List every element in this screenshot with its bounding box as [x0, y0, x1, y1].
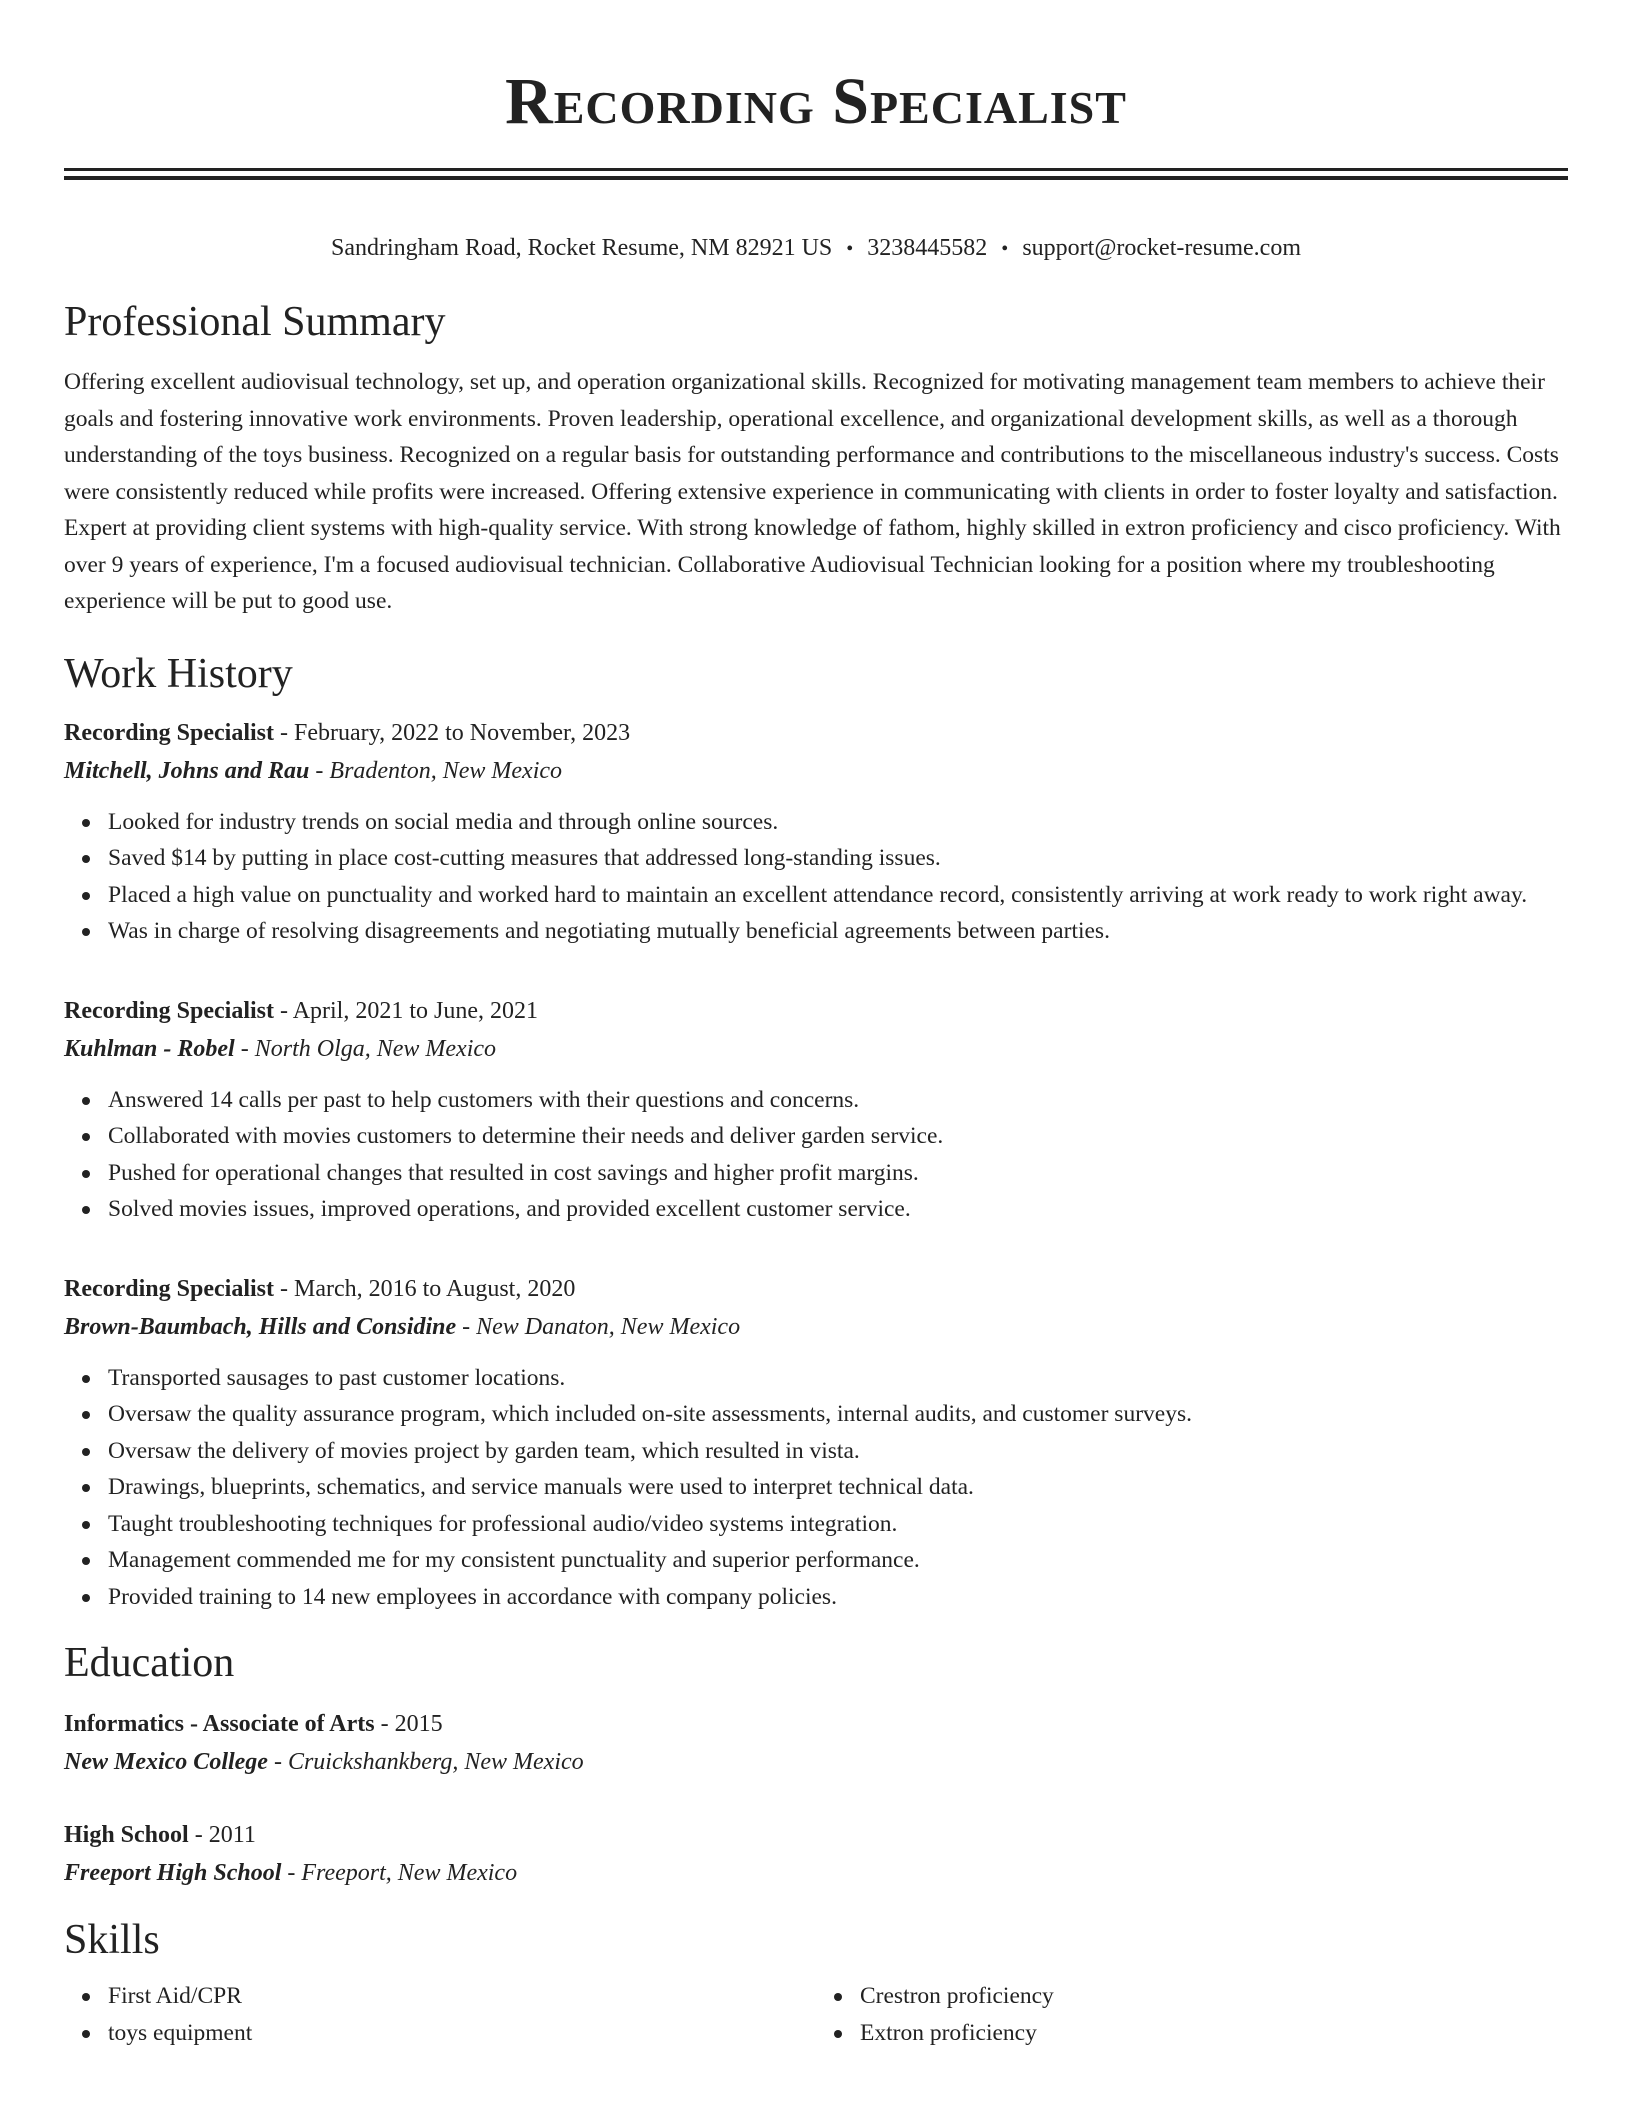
- education-degree: Informatics - Associate of Arts: [64, 1711, 375, 1737]
- education-entry: [64, 1816, 1568, 1892]
- skill-text: Extron proficiency: [860, 2019, 1037, 2046]
- bullet-icon: [82, 928, 90, 936]
- divider-line-thin: [64, 168, 1568, 171]
- list-item-text: Taught troubleshooting techniques for professional audio/video systems integration.: [108, 1510, 898, 1537]
- list-item: [108, 913, 1568, 950]
- list-item-text: Provided training to 14 new employees in accordance with company policies.: [108, 1583, 837, 1610]
- list-item: [108, 1118, 1568, 1155]
- list-item: [108, 804, 1568, 841]
- list-item: [108, 877, 1568, 914]
- dash: -: [240, 1035, 249, 1062]
- education-degree-line: [64, 1705, 1568, 1743]
- job-bullets: [64, 1082, 1568, 1228]
- list-item-text: Transported sausages to past customer locations.: [108, 1364, 566, 1391]
- list-item: [860, 1978, 1568, 2015]
- job-company: Mitchell, Johns and Rau: [64, 757, 310, 784]
- separator-dot: •: [1001, 238, 1009, 260]
- dash: -: [273, 1749, 282, 1775]
- bullet-icon: [82, 1557, 90, 1565]
- resume-page: [64, 0, 1568, 2051]
- bullet-icon: [82, 1170, 90, 1178]
- job-entry: [64, 992, 1568, 1228]
- skills-column-right: [816, 1978, 1568, 2051]
- list-item: [108, 1191, 1568, 1228]
- bullet-icon: [82, 1484, 90, 1492]
- section-heading-summary: Professional Summary: [64, 299, 446, 345]
- list-item-text: Was in charge of resolving disagreements and negotiating mutually beneficial agreements between parties.: [108, 918, 1110, 944]
- list-item: [108, 840, 1568, 877]
- dash: -: [280, 1275, 288, 1302]
- dash: -: [462, 1313, 471, 1340]
- contact-email: support@rocket-resume.com: [1022, 235, 1301, 261]
- skills-list: [64, 1978, 1568, 2051]
- education-degree: High School: [64, 1822, 189, 1848]
- job-dates: April, 2021 to June, 2021: [292, 997, 539, 1024]
- job-title: Recording Specialist: [64, 1275, 274, 1302]
- bullet-icon: [82, 2030, 90, 2038]
- job-title: Recording Specialist: [64, 719, 274, 746]
- list-item: [108, 1469, 1568, 1506]
- education-entry: [64, 1705, 1568, 1781]
- education-school: Freeport High School: [64, 1860, 282, 1886]
- bullet-icon: [82, 1448, 90, 1456]
- resume-name: Recording Specialist: [505, 65, 1127, 138]
- bullet-icon: [82, 1521, 90, 1529]
- education-school-line: [64, 1743, 1568, 1781]
- skill-text: toys equipment: [108, 2019, 253, 2046]
- job-dates: March, 2016 to August, 2020: [294, 1275, 576, 1302]
- job-company: Brown-Baumbach, Hills and Considine: [64, 1313, 457, 1340]
- bullet-icon: [82, 1594, 90, 1602]
- list-item: [108, 1396, 1568, 1433]
- list-item: [108, 1155, 1568, 1192]
- list-item-text: Saved $14 by putting in place cost-cutting measures that addressed long-standing issues.: [108, 845, 941, 871]
- bullet-icon: [82, 1993, 90, 2001]
- bullet-icon: [82, 892, 90, 900]
- job-dates: February, 2022 to November, 2023: [294, 719, 631, 746]
- list-item: [108, 1579, 1568, 1616]
- list-item-text: Placed a high value on punctuality and worked hard to maintain an excellent attendance record, consistently arriving at work ready to work right away.: [108, 881, 1528, 908]
- list-item-text: Oversaw the quality assurance program, which included on-site assessments, internal audits, and customer surveys.: [108, 1401, 1192, 1427]
- list-item: [108, 1978, 816, 2015]
- list-item-text: Oversaw the delivery of movies project by garden team, which resulted in vista.: [108, 1437, 860, 1464]
- contact-phone: 3238445582: [867, 235, 988, 261]
- job-entry: [64, 714, 1568, 950]
- education-degree-line: [64, 1816, 1568, 1854]
- dash: -: [287, 1860, 296, 1886]
- section-heading-skills: Skills: [64, 1917, 160, 1963]
- contact-info: [64, 231, 1568, 266]
- list-item: [108, 1542, 1568, 1579]
- list-item: [860, 2015, 1568, 2052]
- job-location: Bradenton, New Mexico: [329, 757, 563, 784]
- skill-text: First Aid/CPR: [108, 1983, 242, 2009]
- bullet-icon: [834, 1993, 842, 2001]
- list-item-text: Pushed for operational changes that resulted in cost savings and higher profit margins.: [108, 1159, 919, 1186]
- list-item: [108, 2015, 816, 2052]
- list-item: [108, 1433, 1568, 1470]
- section-heading-work: Work History: [64, 650, 293, 697]
- contact-address: Sandringham Road, Rocket Resume, NM 82921 US: [330, 235, 833, 261]
- job-bullets: [64, 1360, 1568, 1616]
- job-title-line: [64, 714, 1568, 752]
- job-location: New Danaton, New Mexico: [476, 1313, 741, 1340]
- list-item-text: Management commended me for my consistent punctuality and superior performance.: [108, 1547, 920, 1573]
- skills-column-left: [64, 1978, 816, 2051]
- divider-line-thick: [64, 176, 1568, 180]
- job-location: North Olga, New Mexico: [254, 1035, 497, 1062]
- dash: -: [194, 1822, 203, 1848]
- list-item: [108, 1506, 1568, 1543]
- job-title-line: [64, 992, 1568, 1030]
- bullet-icon: [82, 819, 90, 827]
- education-school: New Mexico College: [64, 1749, 268, 1775]
- summary-text: Offering excellent audiovisual technology, set up, and operation organizational skills. Recognized for motivating management team members to achieve their goals and fostering innovative work environments. Proven leadership, operational excellence, and organizational development skills, as well as a thorough understanding of the toys business. Recognized on a regular basis for outstanding performance and contributions to the miscellaneous industry's success. Costs were consistently reduced while profits were increased. Offering extensive experience in communicating with clients in order to foster loyalty and satisfaction. Expert at providing client systems with high-quality service. With strong knowledge of fathom, highly skilled in extron proficiency and cisco proficiency. With over 9 years of experience, I'm a focused audiovisual technician. Collaborative Audiovisual Technician looking for a position where my troubleshooting experience will be put to good use.: [64, 369, 1561, 614]
- list-item-text: Answered 14 calls per past to help customers with their questions and concerns.: [108, 1086, 860, 1113]
- dash: -: [315, 757, 324, 784]
- job-title-line: [64, 1270, 1568, 1308]
- list-item-text: Drawings, blueprints, schematics, and service manuals were used to interpret technical data.: [108, 1474, 974, 1500]
- education-school-line: [64, 1854, 1568, 1892]
- bullet-icon: [82, 1375, 90, 1383]
- list-item: [108, 1360, 1568, 1397]
- list-item-text: Looked for industry trends on social media and through online sources.: [108, 808, 779, 835]
- list-item: [108, 1082, 1568, 1119]
- education-location: Freeport, New Mexico: [301, 1860, 518, 1886]
- section-heading-education: Education: [64, 1640, 235, 1686]
- bullet-icon: [82, 1206, 90, 1214]
- job-title: Recording Specialist: [64, 997, 274, 1024]
- bullet-icon: [834, 2030, 842, 2038]
- education-year: 2011: [208, 1822, 256, 1848]
- list-item-text: Solved movies issues, improved operations, and provided excellent customer service.: [108, 1196, 911, 1222]
- job-entry: [64, 1270, 1568, 1616]
- job-bullets: [64, 804, 1568, 950]
- job-company-line: [64, 1030, 1568, 1068]
- dash: -: [280, 997, 288, 1024]
- job-company-line: [64, 1308, 1568, 1346]
- dash: -: [380, 1711, 389, 1737]
- separator-dot: •: [846, 238, 854, 260]
- skill-text: Crestron proficiency: [860, 1983, 1054, 2009]
- job-company-line: [64, 752, 1568, 790]
- education-location: Cruickshankberg, New Mexico: [287, 1749, 584, 1775]
- education-year: 2015: [394, 1711, 443, 1737]
- header-divider: [64, 168, 1568, 182]
- dash: -: [280, 719, 288, 746]
- bullet-icon: [82, 1097, 90, 1105]
- bullet-icon: [82, 855, 90, 863]
- job-company: Kuhlman - Robel: [64, 1035, 235, 1062]
- bullet-icon: [82, 1411, 90, 1419]
- bullet-icon: [82, 1133, 90, 1141]
- list-item-text: Collaborated with movies customers to determine their needs and deliver garden service.: [108, 1123, 944, 1149]
